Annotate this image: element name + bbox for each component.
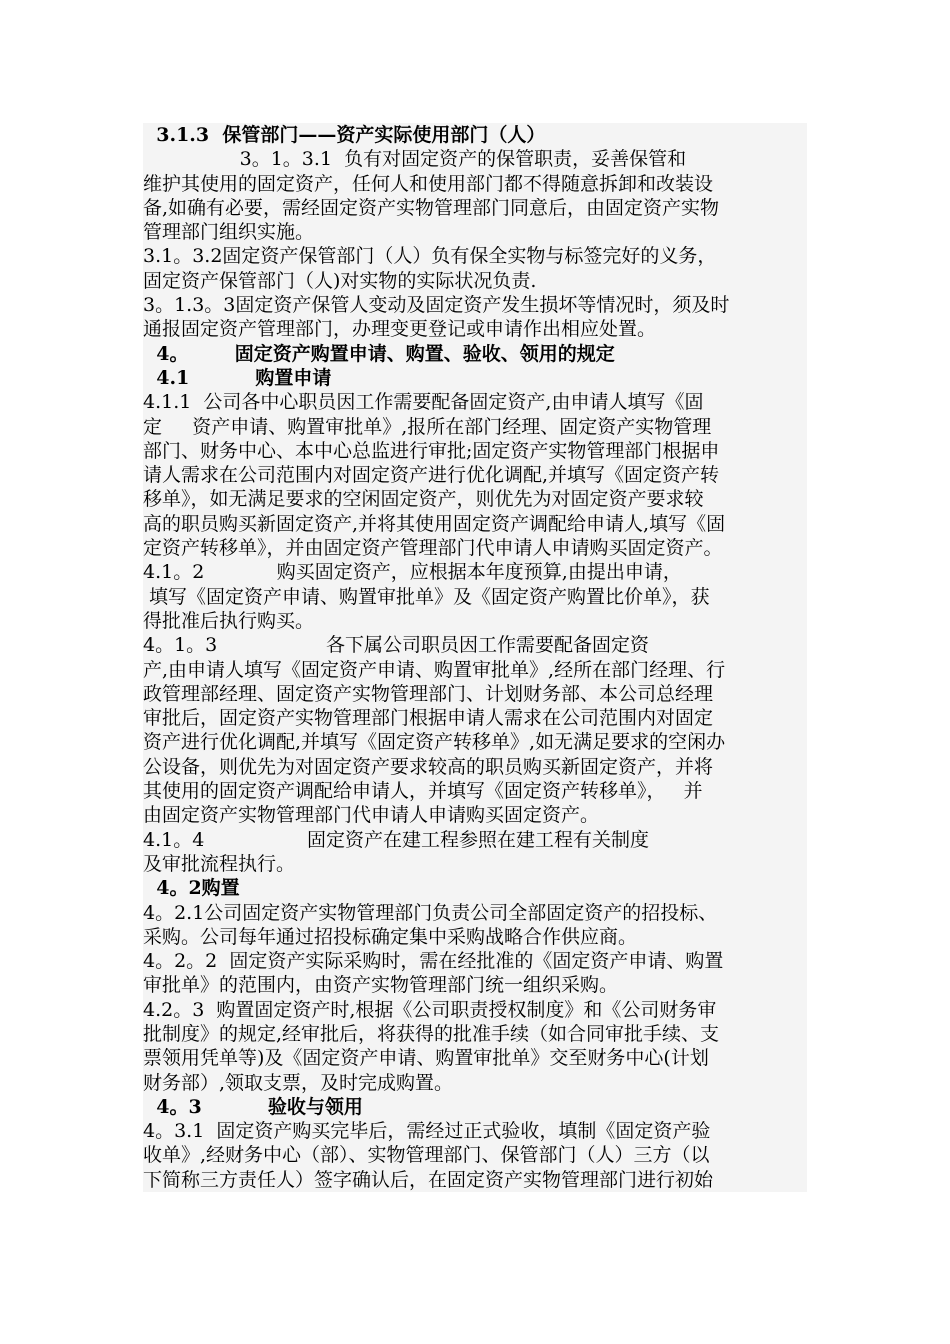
paragraph-line: 填写《固定资产申请、购置审批单》及《固定资产购置比价单》，获 <box>143 585 710 608</box>
paragraph-line: 高的职员购买新固定资产,并将其使用固定资产调配给申请人,填写《固 <box>143 512 726 535</box>
document-page <box>143 123 807 1192</box>
section-heading: 3.1.3 保管部门——资产实际使用部门（人） <box>143 124 546 146</box>
paragraph-line: 资产进行优化调配,并填写《固定资产转移单》,如无满足要求的空闲办 <box>143 731 726 754</box>
paragraph-line: 下简称三方责任人）签字确认后，在固定资产实物管理部门进行初始 <box>143 1168 714 1191</box>
section-heading: 4.1 购置申请 <box>143 366 332 389</box>
paragraph-line: 维护其使用的固定资产，任何人和使用部门都不得随意拆卸和改装设 <box>143 172 714 195</box>
paragraph-line: 批制度》的规定,经审批后，将获得的批准手续（如合同审批手续、支 <box>143 1022 720 1045</box>
paragraph-line: 4。2。2 固定资产实际采购时，需在经批准的《固定资产申请、购置 <box>143 950 724 973</box>
paragraph-line: 公设备，则优先为对固定资产要求较高的职员购买新固定资产，并将 <box>143 755 714 778</box>
paragraph-line: 4。2.1公司固定资产实物管理部门负责公司全部固定资产的招投标、 <box>143 901 718 924</box>
paragraph-line: 得批准后执行购买。 <box>143 609 315 632</box>
paragraph-line: 3。1.3。3固定资产保管人变动及固定资产发生损坏等情况时，须及时 <box>143 294 730 317</box>
paragraph-line: 审批后，固定资产实物管理部门根据申请人需求在公司范围内对固定 <box>143 707 714 730</box>
section-heading: 4。 固定资产购置申请、购置、验收、领用的规定 <box>143 342 615 365</box>
paragraph-line: 4.1.1 公司各中心职员因工作需要配备固定资产,由申请人填写《固 <box>143 391 704 414</box>
paragraph-line: 采购。公司每年通过招投标确定集中采购战略合作供应商。 <box>143 925 638 948</box>
paragraph-line: 请人需求在公司范围内对固定资产进行优化调配,并填写《固定资产转 <box>143 464 720 487</box>
section-heading: 4。2购置 <box>143 877 240 900</box>
paragraph-line: 4.2。3 购置固定资产时,根据《公司职责授权制度》和《公司财务审 <box>143 998 717 1021</box>
paragraph-line: 备,如确有必要，需经固定资产实物管理部门同意后，由固定资产实物 <box>143 196 720 219</box>
paragraph-line: 产,由申请人填写《固定资产申请、购置审批单》,经所在部门经理、行 <box>143 658 726 681</box>
paragraph-line: 审批单》的范围内，由资产实物管理部门统一组织采购。 <box>143 974 619 997</box>
paragraph-line: 通报固定资产管理部门，办理变更登记或申请作出相应处置。 <box>143 318 657 341</box>
paragraph-line: 3.1。3.2固定资产保管部门（人）负有保全实物与标签完好的义务， <box>143 245 717 268</box>
paragraph-line: 4.1。4 固定资产在建工程参照在建工程有关制度 <box>143 828 649 851</box>
paragraph-line: 政管理部经理、固定资产实物管理部门、计划财务部、本公司总经理 <box>143 682 714 705</box>
paragraph-line: 由固定资产实物管理部门代申请人申请购买固定资产。 <box>143 804 600 827</box>
paragraph-line: 4。3.1 固定资产购买完毕后，需经过正式验收，填制《固定资产验 <box>143 1120 711 1143</box>
paragraph-line: 定资产转移单》，并由固定资产管理部门代申请人申请购买固定资产。 <box>143 537 723 560</box>
paragraph-line: 移单》，如无满足要求的空闲固定资产，则优先为对固定资产要求较 <box>143 488 704 511</box>
paragraph-line: 4.1。2 购买固定资产，应根据本年度预算,由提出申请， <box>143 561 682 584</box>
section-heading: 4。3 验收与领用 <box>143 1095 363 1118</box>
paragraph-line: 其使用的固定资产调配给申请人，并填写《固定资产转移单》， 并 <box>143 780 703 803</box>
paragraph-line: 固定资产保管部门（人)对实物的实际状况负责. <box>143 269 537 292</box>
paragraph-line: 及审批流程执行。 <box>143 852 296 875</box>
paragraph-line: 3。1。3.1 负有对固定资产的保管职责，妥善保管和 <box>143 148 687 171</box>
paragraph-line: 财务部）,领取支票，及时完成购置。 <box>143 1071 454 1094</box>
paragraph-line: 收单》,经财务中心（部）、实物管理部门、保管部门（人）三方（以 <box>143 1144 710 1167</box>
paragraph-line: 票领用凭单等)及《固定资产申请、购置审批单》交至财务中心(计划 <box>143 1047 709 1070</box>
paragraph-line: 4。1。3 各下属公司职员因工作需要配备固定资 <box>143 634 649 657</box>
paragraph-line: 定 资产申请、购置审批单》,报所在部门经理、固定资产实物管理 <box>143 415 712 438</box>
paragraph-line: 管理部门组织实施。 <box>143 221 315 244</box>
paragraph-line: 部门、财务中心、本中心总监进行审批;固定资产实物管理部门根据申 <box>143 439 720 462</box>
